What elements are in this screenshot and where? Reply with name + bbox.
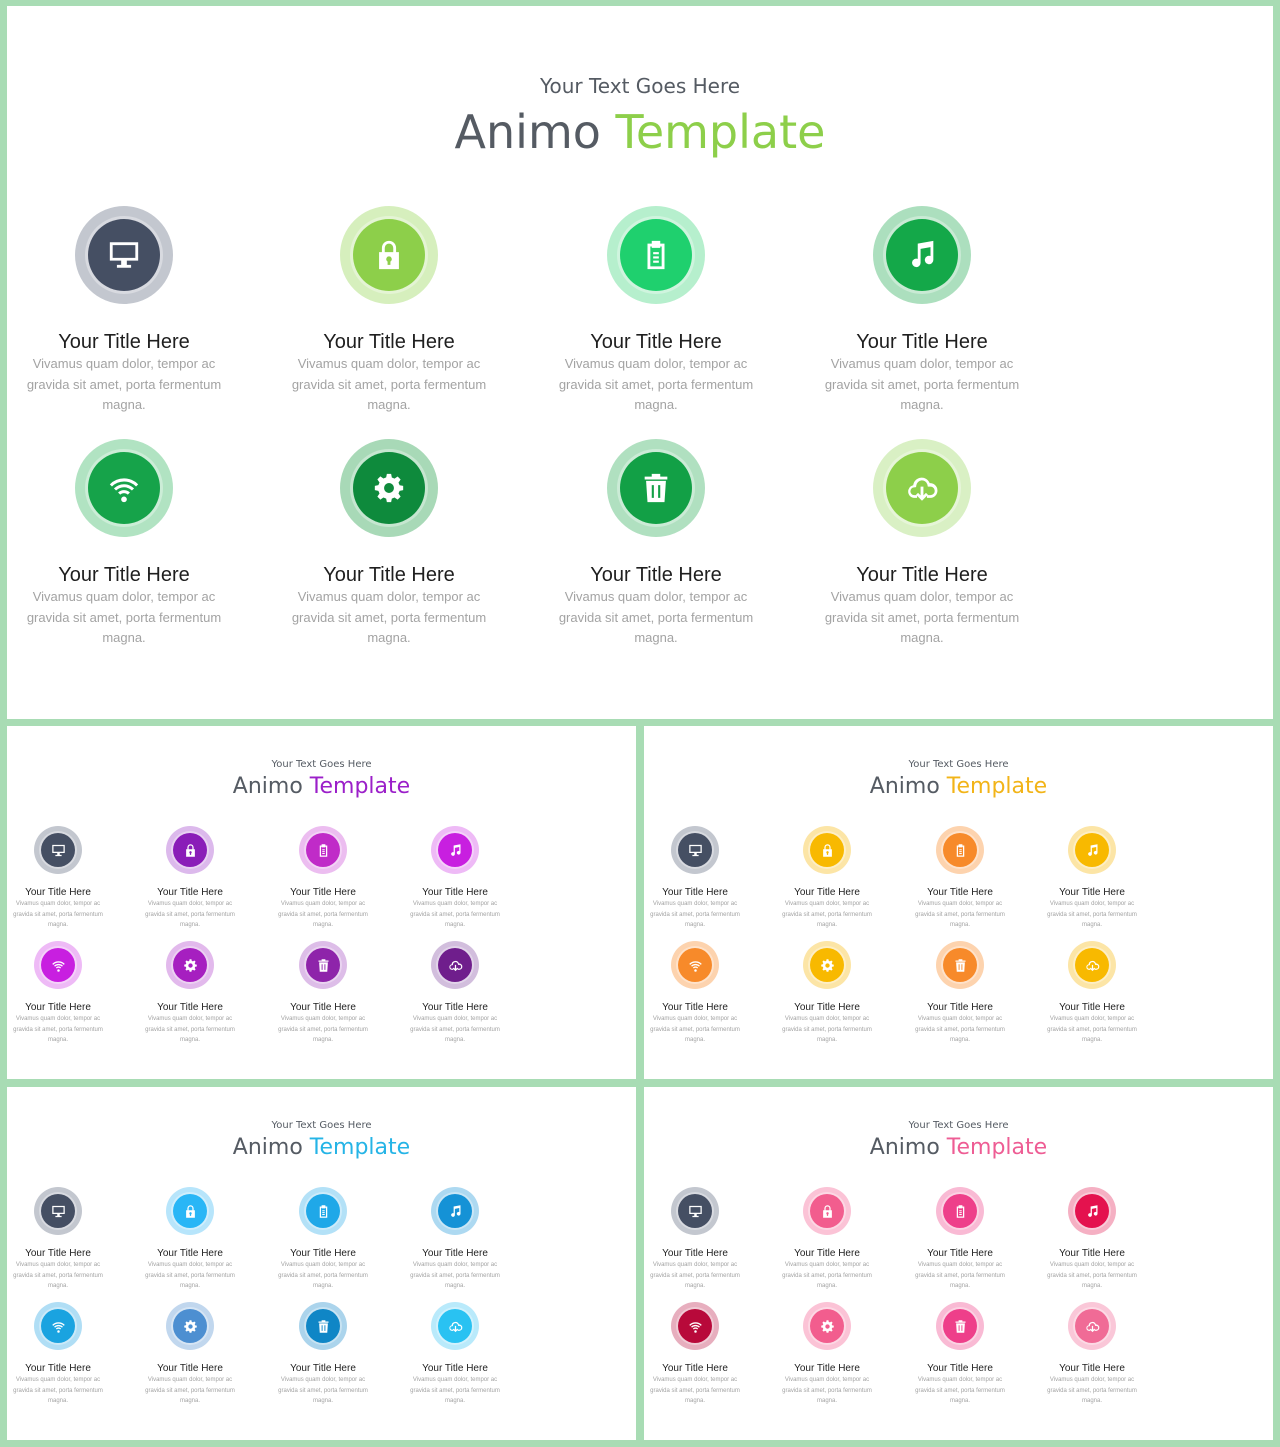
- item-title: Your Title Here: [58, 331, 190, 353]
- item-title: Your Title Here: [927, 887, 993, 898]
- wifi-icon: [41, 1309, 75, 1343]
- monitor-icon: [41, 833, 75, 867]
- item-title: Your Title Here: [157, 1363, 223, 1374]
- feature-item[interactable]: [644, 826, 755, 931]
- feature-item[interactable]: [395, 826, 515, 931]
- icon-badge: [803, 941, 851, 989]
- item-description: Vivamus quam dolor, tempor ac gravida sit amet, porta fermentum magna.: [558, 589, 754, 645]
- monitor-icon: [678, 833, 712, 867]
- monitor-icon: [678, 1194, 712, 1228]
- cloud-download-icon: [1075, 948, 1109, 982]
- item-title: Your Title Here: [1059, 1002, 1125, 1013]
- item-description: Vivamus quam dolor, tempor ac gravida sit amet, porta fermentum magna.: [13, 1262, 103, 1289]
- clipboard-icon: [306, 833, 340, 867]
- item-title: Your Title Here: [794, 887, 860, 898]
- item-title: Your Title Here: [25, 887, 91, 898]
- feature-item[interactable]: [130, 1302, 250, 1407]
- item-title: Your Title Here: [662, 1363, 728, 1374]
- icon-badge: [299, 1302, 347, 1350]
- item-title: Your Title Here: [58, 564, 190, 586]
- icon-badge: [671, 941, 719, 989]
- item-description: Vivamus quam dolor, tempor ac gravida sit amet, porta fermentum magna.: [13, 1377, 103, 1404]
- item-title: Your Title Here: [25, 1002, 91, 1013]
- item-title: Your Title Here: [794, 1002, 860, 1013]
- item-description: Vivamus quam dolor, tempor ac gravida sit amet, porta fermentum magna.: [824, 356, 1020, 412]
- item-description: Vivamus quam dolor, tempor ac gravida sit amet, porta fermentum magna.: [291, 356, 487, 412]
- slide-title-accent: Template: [615, 105, 826, 159]
- item-description: Vivamus quam dolor, tempor ac gravida sit amet, porta fermentum magna.: [782, 901, 872, 928]
- item-description: Vivamus quam dolor, tempor ac gravida sit amet, porta fermentum magna.: [145, 1016, 235, 1043]
- lock-icon: [353, 219, 425, 291]
- icon-badge: [299, 826, 347, 874]
- feature-item[interactable]: [9, 206, 239, 416]
- item-title: Your Title Here: [290, 1248, 356, 1259]
- slide-title: [7, 105, 1273, 159]
- feature-item[interactable]: [900, 1187, 1020, 1292]
- feature-item[interactable]: [130, 941, 250, 1046]
- icon-badge: [431, 941, 479, 989]
- trash-icon: [943, 1309, 977, 1343]
- feature-item[interactable]: [541, 206, 771, 416]
- item-description: Vivamus quam dolor, tempor ac gravida sit amet, porta fermentum magna.: [824, 589, 1020, 645]
- icon-badge: [936, 941, 984, 989]
- item-description: Vivamus quam dolor, tempor ac gravida sit amet, porta fermentum magna.: [26, 589, 222, 645]
- icon-badge: [34, 1187, 82, 1235]
- feature-item[interactable]: [767, 1187, 887, 1292]
- icon-badge: [431, 1187, 479, 1235]
- item-title: Your Title Here: [856, 331, 988, 353]
- icon-badge: [166, 826, 214, 874]
- item-description: Vivamus quam dolor, tempor ac gravida sit amet, porta fermentum magna.: [1047, 1262, 1137, 1289]
- item-description: Vivamus quam dolor, tempor ac gravida sit amet, porta fermentum magna.: [291, 589, 487, 645]
- feature-item[interactable]: [900, 941, 1020, 1046]
- icon-badge: [1068, 1302, 1116, 1350]
- feature-item[interactable]: [274, 206, 504, 416]
- item-title: Your Title Here: [590, 331, 722, 353]
- slide-title-accent: Template: [946, 1135, 1048, 1160]
- slide-title: [644, 1135, 1273, 1160]
- item-description: Vivamus quam dolor, tempor ac gravida sit amet, porta fermentum magna.: [278, 1016, 368, 1043]
- slide-main[interactable]: [7, 6, 1273, 719]
- slide-title-accent: Template: [946, 774, 1048, 799]
- feature-item[interactable]: [7, 941, 118, 1046]
- item-title: Your Title Here: [25, 1363, 91, 1374]
- icon-badge: [34, 1302, 82, 1350]
- gear-icon: [353, 452, 425, 524]
- lock-icon: [173, 1194, 207, 1228]
- feature-item[interactable]: [644, 941, 755, 1046]
- slide-title: [7, 774, 636, 799]
- item-title: Your Title Here: [662, 887, 728, 898]
- feature-item[interactable]: [807, 439, 1037, 649]
- icon-badge: [75, 439, 173, 537]
- icon-badge: [607, 206, 705, 304]
- clipboard-icon: [943, 833, 977, 867]
- music-icon: [1075, 1194, 1109, 1228]
- item-title: Your Title Here: [662, 1248, 728, 1259]
- slide-title: [7, 1135, 636, 1160]
- item-description: Vivamus quam dolor, tempor ac gravida sit amet, porta fermentum magna.: [145, 1377, 235, 1404]
- icon-badge: [166, 941, 214, 989]
- item-title: Your Title Here: [290, 887, 356, 898]
- item-description: Vivamus quam dolor, tempor ac gravida sit amet, porta fermentum magna.: [410, 1262, 500, 1289]
- item-description: Vivamus quam dolor, tempor ac gravida sit amet, porta fermentum magna.: [915, 901, 1005, 928]
- icon-badge: [671, 1302, 719, 1350]
- lock-icon: [810, 1194, 844, 1228]
- item-description: Vivamus quam dolor, tempor ac gravida sit amet, porta fermentum magna.: [650, 1016, 740, 1043]
- item-description: Vivamus quam dolor, tempor ac gravida sit amet, porta fermentum magna.: [26, 356, 222, 412]
- icon-badge: [671, 826, 719, 874]
- icon-badge: [431, 1302, 479, 1350]
- icon-badge: [431, 826, 479, 874]
- item-description: Vivamus quam dolor, tempor ac gravida sit amet, porta fermentum magna.: [915, 1262, 1005, 1289]
- item-title: Your Title Here: [422, 887, 488, 898]
- slide-subtitle: Your Text Goes Here: [539, 74, 741, 98]
- item-description: Vivamus quam dolor, tempor ac gravida sit amet, porta fermentum magna.: [558, 356, 754, 412]
- icon-badge: [166, 1187, 214, 1235]
- feature-item[interactable]: [541, 439, 771, 649]
- item-description: Vivamus quam dolor, tempor ac gravida sit amet, porta fermentum magna.: [410, 901, 500, 928]
- icon-badge: [671, 1187, 719, 1235]
- monitor-icon: [41, 1194, 75, 1228]
- item-description: Vivamus quam dolor, tempor ac gravida sit amet, porta fermentum magna.: [1047, 901, 1137, 928]
- lock-icon: [173, 833, 207, 867]
- feature-item[interactable]: [7, 826, 118, 931]
- slide-blue[interactable]: [7, 1087, 636, 1440]
- item-description: Vivamus quam dolor, tempor ac gravida sit amet, porta fermentum magna.: [915, 1377, 1005, 1404]
- feature-item[interactable]: [1032, 1302, 1152, 1407]
- item-description: Vivamus quam dolor, tempor ac gravida sit amet, porta fermentum magna.: [915, 1016, 1005, 1043]
- item-title: Your Title Here: [856, 564, 988, 586]
- clipboard-icon: [306, 1194, 340, 1228]
- icon-badge: [803, 1302, 851, 1350]
- item-title: Your Title Here: [157, 1248, 223, 1259]
- feature-item[interactable]: [900, 826, 1020, 931]
- item-title: Your Title Here: [290, 1002, 356, 1013]
- music-icon: [886, 219, 958, 291]
- item-description: Vivamus quam dolor, tempor ac gravida sit amet, porta fermentum magna.: [1047, 1016, 1137, 1043]
- feature-item[interactable]: [7, 1302, 118, 1407]
- item-title: Your Title Here: [323, 331, 455, 353]
- slide-subtitle: Your Text Goes Here: [271, 1120, 372, 1131]
- item-description: Vivamus quam dolor, tempor ac gravida sit amet, porta fermentum magna.: [650, 1262, 740, 1289]
- gear-icon: [810, 1309, 844, 1343]
- item-description: Vivamus quam dolor, tempor ac gravida sit amet, porta fermentum magna.: [278, 1377, 368, 1404]
- icon-badge: [936, 826, 984, 874]
- item-title: Your Title Here: [290, 1363, 356, 1374]
- item-title: Your Title Here: [1059, 1363, 1125, 1374]
- item-description: Vivamus quam dolor, tempor ac gravida sit amet, porta fermentum magna.: [278, 1262, 368, 1289]
- wifi-icon: [678, 948, 712, 982]
- feature-item[interactable]: [7, 1187, 118, 1292]
- feature-item[interactable]: [263, 826, 383, 931]
- feature-item[interactable]: [9, 439, 239, 649]
- slide-title: [644, 774, 1273, 799]
- monitor-icon: [88, 219, 160, 291]
- feature-item[interactable]: [263, 1187, 383, 1292]
- feature-item[interactable]: [1032, 1187, 1152, 1292]
- music-icon: [438, 1194, 472, 1228]
- trash-icon: [620, 452, 692, 524]
- trash-icon: [943, 948, 977, 982]
- feature-item[interactable]: [395, 1187, 515, 1292]
- slide-subtitle: Your Text Goes Here: [908, 1120, 1009, 1131]
- feature-item[interactable]: [130, 1187, 250, 1292]
- slide-title-plain: Animo: [869, 1135, 940, 1160]
- clipboard-icon: [620, 219, 692, 291]
- clipboard-icon: [943, 1194, 977, 1228]
- slide-title-plain: Animo: [232, 1135, 303, 1160]
- slide-pink[interactable]: [644, 1087, 1273, 1440]
- icon-badge: [607, 439, 705, 537]
- item-title: Your Title Here: [323, 564, 455, 586]
- wifi-icon: [678, 1309, 712, 1343]
- item-description: Vivamus quam dolor, tempor ac gravida sit amet, porta fermentum magna.: [650, 901, 740, 928]
- feature-item[interactable]: [767, 826, 887, 931]
- icon-badge: [340, 206, 438, 304]
- gear-icon: [810, 948, 844, 982]
- item-title: Your Title Here: [422, 1002, 488, 1013]
- feature-item[interactable]: [900, 1302, 1020, 1407]
- feature-item[interactable]: [130, 826, 250, 931]
- wifi-icon: [88, 452, 160, 524]
- cloud-download-icon: [438, 948, 472, 982]
- feature-item[interactable]: [263, 1302, 383, 1407]
- item-title: Your Title Here: [157, 1002, 223, 1013]
- lock-icon: [810, 833, 844, 867]
- slide-title-accent: Template: [309, 1135, 411, 1160]
- icon-badge: [1068, 941, 1116, 989]
- slide-subtitle: Your Text Goes Here: [271, 759, 372, 770]
- item-description: Vivamus quam dolor, tempor ac gravida sit amet, porta fermentum magna.: [650, 1377, 740, 1404]
- item-description: Vivamus quam dolor, tempor ac gravida sit amet, porta fermentum magna.: [13, 1016, 103, 1043]
- slide-yellow[interactable]: [644, 726, 1273, 1079]
- item-title: Your Title Here: [1059, 1248, 1125, 1259]
- feature-item[interactable]: [644, 1302, 755, 1407]
- item-title: Your Title Here: [662, 1002, 728, 1013]
- icon-badge: [803, 1187, 851, 1235]
- feature-item[interactable]: [263, 941, 383, 1046]
- icon-badge: [34, 941, 82, 989]
- icon-badge: [803, 826, 851, 874]
- item-title: Your Title Here: [927, 1002, 993, 1013]
- item-title: Your Title Here: [927, 1363, 993, 1374]
- item-title: Your Title Here: [25, 1248, 91, 1259]
- item-title: Your Title Here: [590, 564, 722, 586]
- item-description: Vivamus quam dolor, tempor ac gravida sit amet, porta fermentum magna.: [145, 901, 235, 928]
- icon-badge: [873, 439, 971, 537]
- item-description: Vivamus quam dolor, tempor ac gravida sit amet, porta fermentum magna.: [782, 1262, 872, 1289]
- slide-title-plain: Animo: [232, 774, 303, 799]
- feature-item[interactable]: [395, 941, 515, 1046]
- music-icon: [438, 833, 472, 867]
- item-description: Vivamus quam dolor, tempor ac gravida sit amet, porta fermentum magna.: [782, 1016, 872, 1043]
- icon-badge: [936, 1302, 984, 1350]
- icon-badge: [936, 1187, 984, 1235]
- item-title: Your Title Here: [1059, 887, 1125, 898]
- item-description: Vivamus quam dolor, tempor ac gravida sit amet, porta fermentum magna.: [410, 1016, 500, 1043]
- item-title: Your Title Here: [422, 1248, 488, 1259]
- trash-icon: [306, 1309, 340, 1343]
- icon-badge: [299, 1187, 347, 1235]
- feature-item[interactable]: [1032, 826, 1152, 931]
- gear-icon: [173, 948, 207, 982]
- feature-item[interactable]: [807, 206, 1037, 416]
- gear-icon: [173, 1309, 207, 1343]
- cloud-download-icon: [886, 452, 958, 524]
- slide-title-accent: Template: [309, 774, 411, 799]
- music-icon: [1075, 833, 1109, 867]
- icon-badge: [1068, 826, 1116, 874]
- icon-badge: [75, 206, 173, 304]
- item-title: Your Title Here: [794, 1363, 860, 1374]
- item-description: Vivamus quam dolor, tempor ac gravida sit amet, porta fermentum magna.: [410, 1377, 500, 1404]
- cloud-download-icon: [438, 1309, 472, 1343]
- feature-item[interactable]: [274, 439, 504, 649]
- slide-title-plain: Animo: [454, 105, 601, 159]
- feature-item[interactable]: [767, 941, 887, 1046]
- item-title: Your Title Here: [794, 1248, 860, 1259]
- item-description: Vivamus quam dolor, tempor ac gravida sit amet, porta fermentum magna.: [1047, 1377, 1137, 1404]
- item-description: Vivamus quam dolor, tempor ac gravida sit amet, porta fermentum magna.: [13, 901, 103, 928]
- item-description: Vivamus quam dolor, tempor ac gravida sit amet, porta fermentum magna.: [782, 1377, 872, 1404]
- icon-badge: [34, 826, 82, 874]
- item-title: Your Title Here: [422, 1363, 488, 1374]
- feature-item[interactable]: [767, 1302, 887, 1407]
- cloud-download-icon: [1075, 1309, 1109, 1343]
- icon-badge: [299, 941, 347, 989]
- feature-item[interactable]: [1032, 941, 1152, 1046]
- slide-purple[interactable]: [7, 726, 636, 1079]
- feature-item[interactable]: [395, 1302, 515, 1407]
- icon-badge: [340, 439, 438, 537]
- icon-badge: [873, 206, 971, 304]
- feature-item[interactable]: [644, 1187, 755, 1292]
- item-title: Your Title Here: [927, 1248, 993, 1259]
- item-title: Your Title Here: [157, 887, 223, 898]
- slide-title-plain: Animo: [869, 774, 940, 799]
- wifi-icon: [41, 948, 75, 982]
- icon-badge: [1068, 1187, 1116, 1235]
- item-description: Vivamus quam dolor, tempor ac gravida sit amet, porta fermentum magna.: [145, 1262, 235, 1289]
- icon-badge: [166, 1302, 214, 1350]
- trash-icon: [306, 948, 340, 982]
- slide-subtitle: Your Text Goes Here: [908, 759, 1009, 770]
- item-description: Vivamus quam dolor, tempor ac gravida sit amet, porta fermentum magna.: [278, 901, 368, 928]
